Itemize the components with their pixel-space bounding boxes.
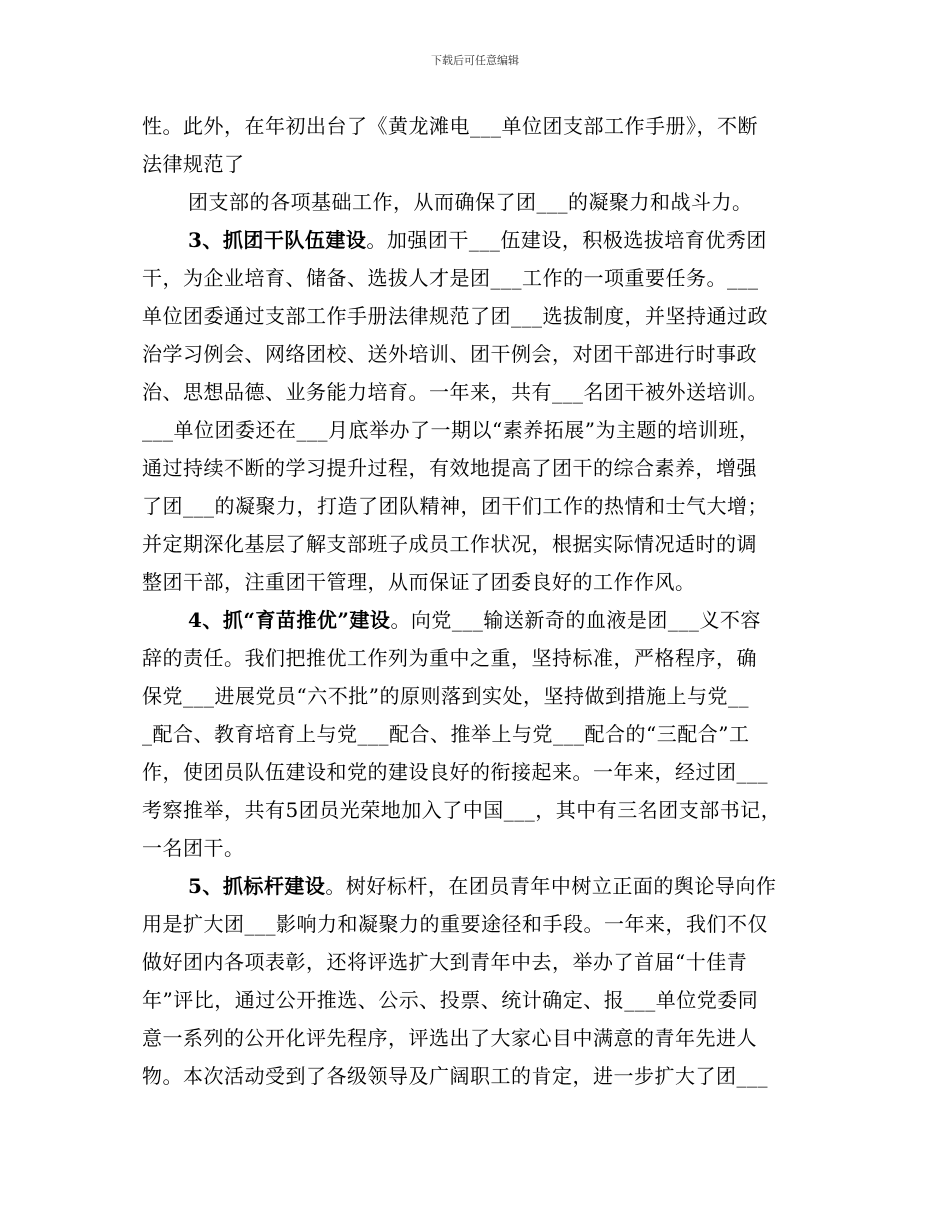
section-heading: 4、抓“育苗推优”建设 (188, 608, 391, 632)
text-line: _配合、教育培育上与党___配合、推举上与党___配合的“三配合”工 (142, 722, 750, 746)
text-line: 整团干部，注重团干管理，从而保证了团委良好的工作作风。 (142, 570, 696, 594)
section-heading: 5、抓标杆建设 (188, 874, 326, 898)
text-line: 用是扩大团___影响力和凝聚力的重要途径和手段。一年来，我们不仅 (142, 912, 768, 936)
text-line: 年”评比，通过公开推选、公示、投票、统计确定、报___单位党委同 (142, 988, 759, 1012)
section-heading-line: 5、抓标杆建设。树好标杆，在团员青年中树立正面的舆论导向作 (188, 874, 777, 898)
section-heading-line: 4、抓“育苗推优”建设。向党___输送新奇的血液是团___义不容 (188, 608, 761, 632)
document-body (142, 107, 810, 1095)
section-heading: 3、抓团干队伍建设 (188, 228, 367, 252)
section-heading-line: 3、抓团干队伍建设。加强团干___伍建设，积极选拔培育优秀团 (188, 228, 767, 252)
text-line: 团支部的各项基础工作，从而确保了团___的凝聚力和战斗力。 (188, 190, 753, 214)
text-line: 作，使团员队伍建设和党的建设良好的衔接起来。一年来，经过团___ (142, 760, 768, 784)
text-line: 干，为企业培育、储备、选拔人才是团___工作的一项重要任务。___ (142, 266, 759, 290)
text-line: 做好团内各项表彰，还将评选扩大到青年中去，举办了首届“十佳青 (142, 950, 748, 974)
text-line: 了团___的凝聚力，打造了团队精神，团干们工作的热情和士气大增； (142, 494, 768, 518)
text-line: 辞的责任。我们把推优工作列为重中之重，坚持标准，严格程序，确 (142, 646, 757, 670)
text-line: 单位团委通过支部工作手册法律规范了团___选拔制度，并坚持通过政 (142, 304, 768, 328)
text-line: 意一系列的公开化评先程序，评选出了大家心目中满意的青年先进人 (142, 1026, 757, 1050)
text-line: 通过持续不断的学习提升过程，有效地提高了团干的综合素养，增强 (142, 456, 757, 480)
text-line: 法律规范了 (142, 152, 245, 176)
text-line: 治、思想品德、业务能力培育。一年来，共有___名团干被外送培训。 (142, 380, 768, 404)
page-header: 下载后可任意编辑 (431, 54, 519, 67)
text-line: 物。本次活动受到了各级领导及广阔职工的肯定，进一步扩大了团___ (142, 1064, 768, 1088)
text-line: 一名团干。 (142, 836, 245, 860)
text-line: 治学习例会、网络团校、送外培训、团干例会，对团干部进行时事政 (142, 342, 757, 366)
text-line: ___单位团委还在___月底举办了一期以“素养拓展”为主题的培训班， (142, 418, 760, 442)
text-line: 保党___进展党员“六不批”的原则落到实处，坚持做到措施上与党__ (142, 684, 749, 708)
text-line: 考察推举，共有5团员光荣地加入了中国___，其中有三名团支部书记， (142, 798, 782, 822)
text-line: 并定期深化基层了解支部班子成员工作状况，根据实际情况适时的调 (142, 532, 757, 556)
text-line: 性。此外，在年初出台了《黄龙滩电___单位团支部工作手册》，不断 (142, 114, 758, 138)
